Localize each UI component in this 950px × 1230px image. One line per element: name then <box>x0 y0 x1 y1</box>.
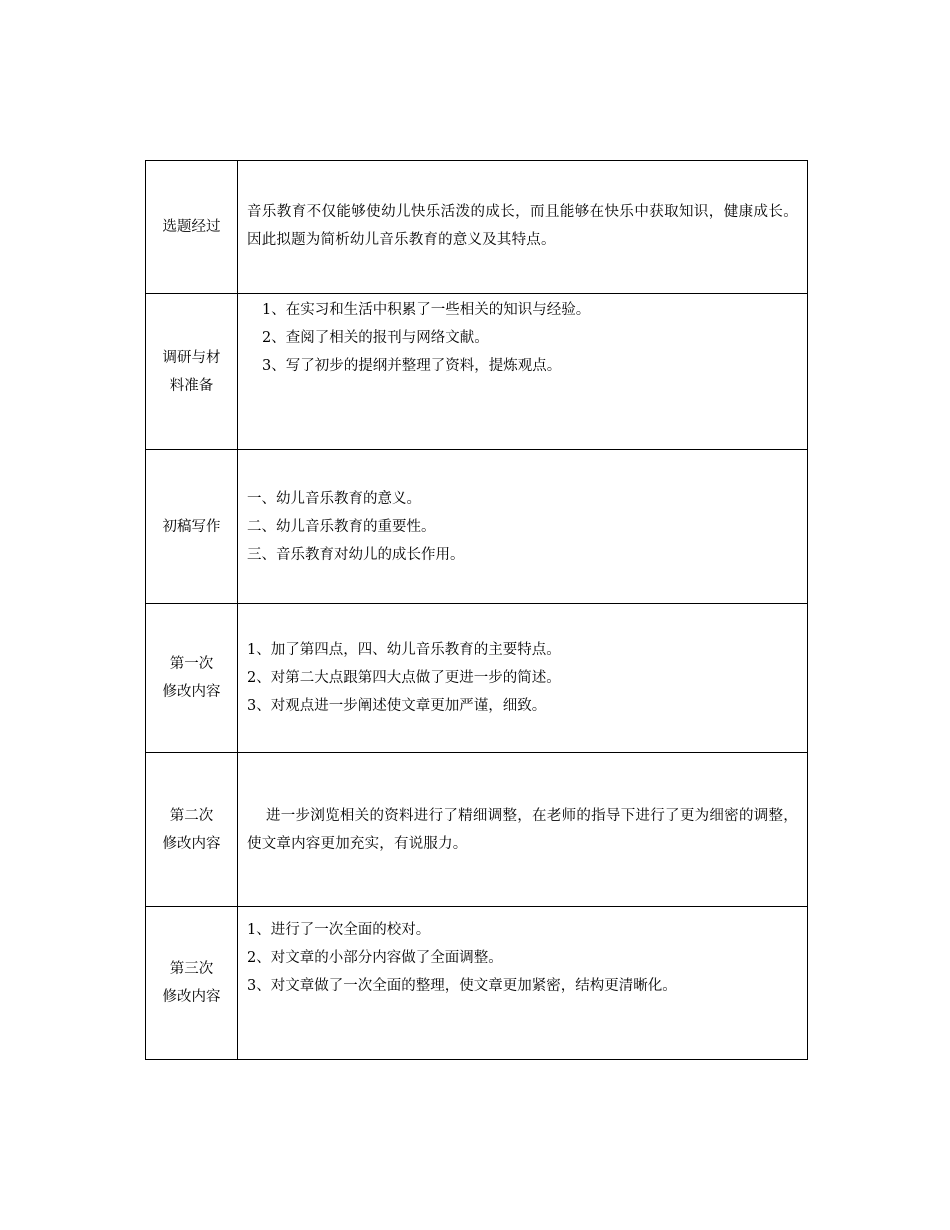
list-item: 3、写了初步的提纲并整理了资料，提炼观点。 <box>262 358 562 374</box>
list-item: 2、对第二大点跟第四大点做了更进一步的简述。 <box>247 670 561 686</box>
table-row-third-revision <box>146 907 808 1060</box>
row-label-line: 选题经过 <box>162 219 221 235</box>
row-label-line: 第三次 <box>169 961 214 977</box>
row-content-paragraph: 进一步浏览相关的资料进行了精细调整，在老师的指导下进行了更为细密的调整，使文章内容更加充实，有说服力。 <box>247 807 798 852</box>
table-row-first-revision <box>146 604 808 753</box>
row-label-line: 第二次 <box>169 807 214 824</box>
table-row-research-preparation <box>146 294 808 450</box>
row-content <box>238 753 808 907</box>
table-row-first-draft <box>146 450 808 604</box>
row-content <box>238 161 808 294</box>
list-item: 1、加了第四点，四、幼儿音乐教育的主要特点。 <box>247 642 561 658</box>
row-label-line: 初稿写作 <box>162 518 221 535</box>
row-content-paragraph: 音乐教育不仅能够使幼儿快乐活泼的成长，而且能够在快乐中获取知识，健康成长。因此拟题为简析幼儿音乐教育的意义及其特点。 <box>247 204 798 248</box>
list-item: 3、对文章做了一次全面的整理，使文章更加紧密，结构更清晰化。 <box>247 978 677 994</box>
row-label <box>146 294 238 450</box>
row-label-line: 料准备 <box>169 377 214 394</box>
list-item: 2、对文章的小部分内容做了全面调整。 <box>247 950 503 966</box>
row-label-line: 修改内容 <box>162 835 221 852</box>
row-label <box>146 161 238 294</box>
row-label-line: 修改内容 <box>162 684 221 700</box>
list-item: 二、幼儿音乐教育的重要性。 <box>247 518 436 535</box>
list-item: 2、查阅了相关的报刊与网络文献。 <box>262 330 489 346</box>
row-content <box>238 604 808 753</box>
row-label-line: 调研与材 <box>162 349 221 366</box>
table-row-topic-selection <box>146 161 808 294</box>
row-label-line: 修改内容 <box>162 989 221 1005</box>
row-label-line: 第一次 <box>169 656 214 672</box>
list-item: 1、在实习和生活中积累了一些相关的知识与经验。 <box>262 302 591 318</box>
list-item: 3、对观点进一步阐述使文章更加严谨，细致。 <box>247 698 547 714</box>
row-label <box>146 450 238 604</box>
row-content <box>238 907 808 1060</box>
row-label <box>146 907 238 1060</box>
table-row-second-revision <box>146 753 808 907</box>
thesis-process-table <box>145 160 808 1060</box>
row-content <box>238 450 808 604</box>
row-label <box>146 753 238 907</box>
row-label <box>146 604 238 753</box>
row-content <box>238 294 808 450</box>
list-item: 一、幼儿音乐教育的意义。 <box>247 490 421 507</box>
list-item: 三、音乐教育对幼儿的成长作用。 <box>247 546 465 563</box>
list-item: 1、进行了一次全面的校对。 <box>247 922 431 938</box>
